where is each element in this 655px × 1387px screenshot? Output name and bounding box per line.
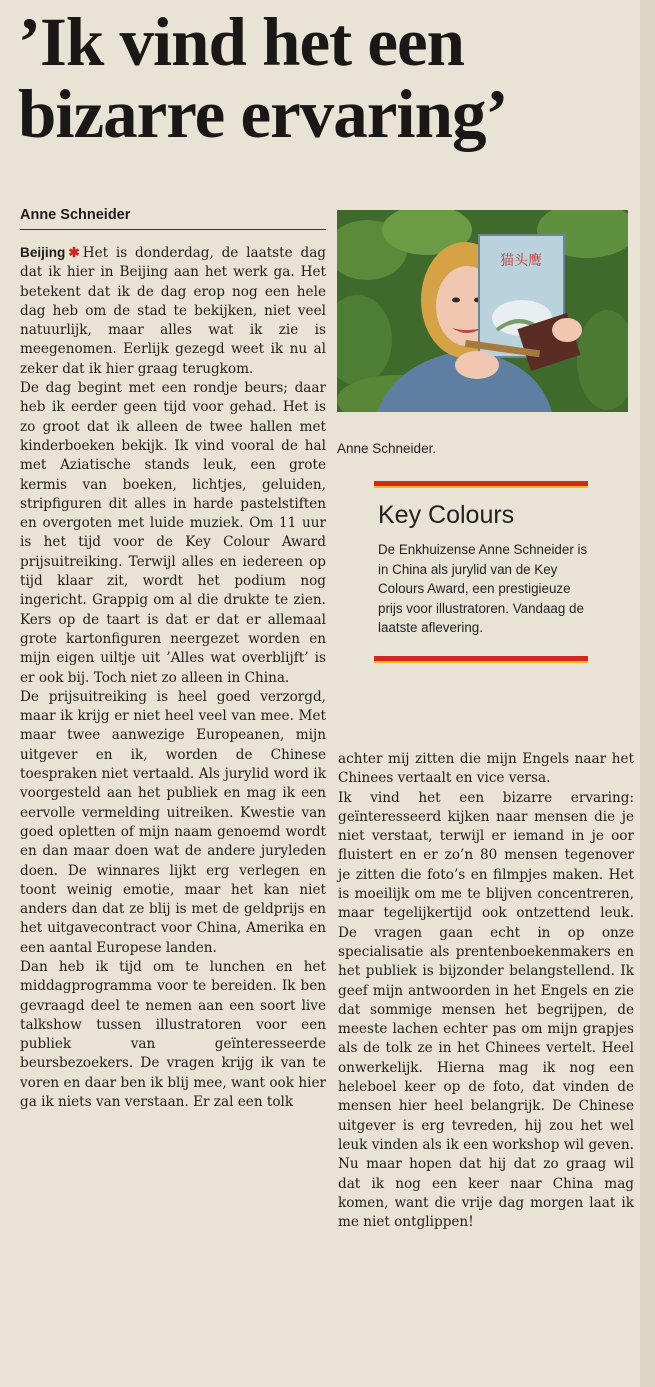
article-paragraph: Ik vind het een bizarre ervaring: geïnteresseerd kijken naar mensen die je niet verstaat, terwijl er iemand in je oor fluistert en er zo’n 80 mensen tegenover je zitten die foto’s en filmpjes maken. Het is moeilijk om me te blijven concentreren, maar tegelijkertijd ook ontzettend leuk. De vragen gaan echt in op onze specialisatie als prentenboekenmakers en het publiek is bijzonder belangstellend. Ik geef mijn antwoorden in het Engels en zie dat sommige mensen het begrijpen, de meeste lachen echter pas om mijn grapjes als de tolk ze in het Chinees vertelt. Heel onwerkelijk. Hierna mag ik nog een heleboel keer op de foto, dat vinden de mensen hier heel belangrijk. De Chinese uitgever is erg tevreden, hij zou het wel leuk vinden als ik een workshop wil geven. Nu maar hopen dat hij dat zo graag wil dat ik nog een keer naar China mag komen, want die vrije dag morgen laat ik me niet ontglippen! [338, 789, 634, 1231]
photo-caption: Anne Schneider. [337, 441, 437, 456]
article-headline: ’Ik vind het een bizarre ervaring’ [18, 4, 508, 152]
paragraph-text: Het is donderdag, de laatste dag dat ik hier in Beijing aan het werk ga. Het betekent dat ik de dag erop nog een hele dag heb om de stad te bekijken, niet veel natuurlijk, maar alles wat ik zie is meegenomen. Eerlijk gezegd weet ik nu al zeker dat ik hier graag terugkom. [20, 245, 326, 377]
article-byline: Anne Schneider [20, 207, 326, 230]
article-column-right [338, 750, 634, 1232]
article-paragraph: achter mij zitten die mijn Engels naar het Chinees vertaalt en vice versa. [338, 751, 634, 787]
asterisk-icon: ✱ [68, 245, 80, 261]
info-box-title: Key Colours [378, 501, 515, 529]
article-paragraph [20, 243, 326, 379]
info-box-body: De Enkhuizense Anne Schneider is in China als jurylid van de Key Colours Award, een prestigieuze prijs voor illustratoren. Vandaag de laatste aflevering. [378, 542, 588, 635]
book-title: 猫头鹰 [500, 253, 542, 269]
article-paragraph: De dag begint met een rondje beurs; daar heb ik eerder geen tijd voor gehad. Het is zo groot dat ik alleen de twee hallen met kinderboeken bekijk. Ik vind vooral de hal met Aziatische stands leuk, een grote kermis van boeken, lichtjes, geluiden, stripfiguren dit alles in harde pastelstiften en overgoten met luide muziek. Om 11 uur is het tijd voor de Key Colour Award prijsuitreiking. Terwijl alles en iedereen op tijd klaar zit, wordt het podium nog ingericht. Grappig om al die drukte te zien. Kers op de taart is dat er dat er allemaal grote kartonfiguren neergezet worden en mijn eigen uiltje uit ’Alles wat overblijft’ is er ook bij. Toch niet zo alleen in China. [20, 380, 326, 686]
info-box-top-rule [374, 481, 588, 486]
page-edge [640, 0, 655, 1387]
info-box-bottom-rule [374, 656, 588, 661]
article-column-left [20, 243, 326, 1112]
author-photo [337, 210, 628, 412]
info-box [374, 481, 588, 661]
dateline: Beijing [20, 245, 66, 260]
article-paragraph: Dan heb ik tijd om te lunchen en het middagprogramma voor te bereiden. Ik ben gevraagd deel te nemen aan een soort live talkshow tussen illustratoren voor een publiek van geïnteresseerde beursbezoekers. De vragen krijg ik van te voren en daar ben ik blij mee, want ook hier ga ik niets van verstaan. Er zal een tolk [20, 958, 326, 1111]
article-paragraph: De prijsuitreiking is heel goed verzorgd, maar ik krijg er niet heel veel van mee. Met maar twee aanwezige Europeanen, mijn uitgever en ik, worden de Chinese toespraken niet vertaald. Als jurylid word ik voorgesteld aan het publiek en mag ik een eervolle vermelding uitreiken. Kwestie van goed opletten of mijn naam genoemd wordt en dan maar doen wat de andere juryleden doen. De winnares lijkt erg verlegen en toont weinig emotie, maar het kan niet anders dan dat ze blij is met de geldprijs en het uitgavecontract voor China, Amerika en een aantal Europese landen. [20, 688, 326, 956]
